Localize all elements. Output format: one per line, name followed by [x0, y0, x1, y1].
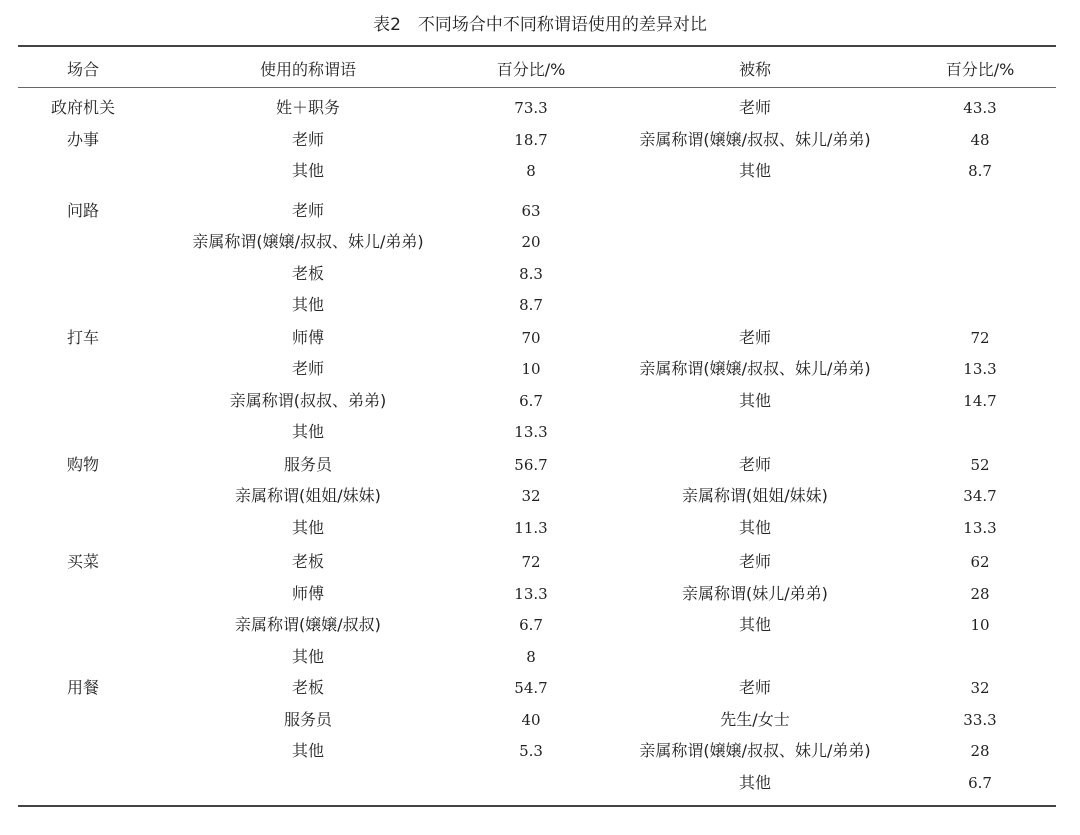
called-percent-cell: 8.7 — [968, 162, 992, 180]
scene-cell: 打车 — [66, 327, 99, 347]
percent-cell: 5.3 — [519, 742, 543, 760]
percent-cell: 63 — [521, 201, 541, 220]
percent-cell: 18.7 — [514, 130, 548, 149]
header-percent-called: 百分比/% — [945, 60, 1015, 79]
table-row — [0, 484, 1080, 516]
table-row — [0, 420, 1080, 452]
scene-cell: 购物 — [66, 454, 99, 474]
used-term-cell: 服务员 — [283, 454, 332, 474]
table-row — [0, 582, 1080, 614]
called-term-cell: 亲属称谓(嬢嬢/叔叔、妹儿/弟弟) — [639, 359, 871, 378]
table-row — [0, 453, 1080, 485]
used-term-cell: 其他 — [291, 161, 324, 180]
used-term-cell: 老板 — [291, 678, 324, 697]
used-term-cell: 老板 — [291, 263, 324, 283]
scene-cell: 用餐 — [66, 678, 99, 697]
used-term-cell: 老师 — [291, 129, 324, 149]
called-term-cell: 其他 — [738, 517, 771, 537]
table-row — [0, 293, 1080, 325]
top-rule — [18, 45, 1056, 47]
called-percent-cell: 43.3 — [963, 99, 997, 117]
called-term-cell: 老师 — [738, 98, 771, 117]
table-row — [0, 613, 1080, 645]
used-term-cell: 亲属称谓(嬢嬢/叔叔、妹儿/弟弟) — [192, 232, 424, 251]
called-percent-cell: 62 — [970, 553, 990, 571]
called-percent-cell: 48 — [970, 130, 990, 149]
table-row — [0, 708, 1080, 740]
table-row — [0, 262, 1080, 294]
header-called: 被称 — [738, 60, 771, 79]
table-group — [0, 199, 1080, 325]
called-term-cell: 亲属称谓(妹儿/弟弟) — [682, 583, 828, 603]
percent-cell: 6.7 — [519, 391, 543, 410]
table-row — [0, 230, 1080, 262]
header-scene: 场合 — [66, 60, 99, 79]
used-term-cell: 老师 — [291, 359, 324, 378]
used-term-cell: 师傅 — [291, 583, 324, 603]
table-row — [0, 159, 1080, 191]
percent-cell: 8.7 — [519, 296, 543, 314]
called-percent-cell: 6.7 — [968, 773, 992, 792]
table-header — [0, 57, 1080, 81]
called-percent-cell: 28 — [970, 584, 990, 603]
table-body — [0, 96, 1080, 802]
called-term-cell: 其他 — [738, 615, 771, 634]
table-row — [0, 389, 1080, 421]
table-row — [0, 739, 1080, 771]
used-term-cell: 其他 — [291, 646, 324, 666]
table-row — [0, 326, 1080, 358]
used-term-cell: 其他 — [291, 517, 324, 537]
table-row — [0, 645, 1080, 677]
percent-cell: 70 — [521, 328, 541, 347]
called-percent-cell: 72 — [970, 328, 990, 347]
called-term-cell: 其他 — [738, 390, 771, 410]
called-percent-cell: 13.3 — [963, 360, 997, 378]
percent-cell: 6.7 — [519, 616, 543, 634]
header-rule — [18, 87, 1056, 88]
table-title: 表2 不同场合中不同称谓语使用的差异对比 — [373, 15, 707, 35]
header-percent: 百分比/% — [496, 60, 566, 79]
scene-cell: 政府机关 — [50, 98, 115, 117]
table-row — [0, 357, 1080, 389]
percent-cell: 56.7 — [514, 455, 548, 474]
called-term-cell: 老师 — [738, 552, 771, 571]
called-percent-cell: 28 — [970, 742, 990, 760]
used-term-cell: 老板 — [291, 552, 324, 571]
called-term-cell: 亲属称谓(姐姐/妹妹) — [682, 486, 828, 505]
called-percent-cell: 32 — [970, 679, 990, 697]
used-term-cell: 其他 — [291, 422, 324, 441]
used-term-cell: 姓＋职务 — [275, 98, 340, 117]
percent-cell: 8 — [526, 647, 536, 666]
used-term-cell: 亲属称谓(姐姐/妹妹) — [235, 486, 381, 505]
percent-cell: 13.3 — [514, 423, 548, 441]
called-term-cell: 老师 — [738, 678, 771, 697]
used-term-cell: 师傅 — [291, 327, 324, 347]
scene-cell: 买菜 — [66, 552, 99, 571]
percent-cell: 54.7 — [514, 679, 548, 697]
used-term-cell: 其他 — [291, 295, 324, 314]
table-group — [0, 453, 1080, 548]
percent-cell: 40 — [521, 710, 541, 729]
percent-cell: 8 — [526, 162, 536, 180]
table-row — [0, 771, 1080, 803]
called-percent-cell: 14.7 — [963, 391, 997, 410]
percent-cell: 13.3 — [514, 584, 548, 603]
called-term-cell: 老师 — [738, 454, 771, 474]
header-used-term: 使用的称谓语 — [259, 60, 356, 79]
percent-cell: 73.3 — [514, 99, 548, 117]
table-row — [0, 516, 1080, 548]
table-row — [0, 199, 1080, 231]
called-percent-cell: 52 — [970, 455, 990, 474]
called-term-cell: 亲属称谓(嬢嬢/叔叔、妹儿/弟弟) — [639, 129, 871, 149]
called-term-cell: 老师 — [738, 327, 771, 347]
percent-cell: 11.3 — [514, 518, 548, 537]
percent-cell: 72 — [521, 553, 541, 571]
table-group — [0, 676, 1080, 802]
called-percent-cell: 13.3 — [963, 518, 997, 537]
table-row — [0, 550, 1080, 582]
percent-cell: 8.3 — [519, 264, 543, 283]
used-term-cell: 其他 — [291, 741, 324, 760]
called-percent-cell: 33.3 — [963, 710, 997, 729]
called-percent-cell: 34.7 — [963, 487, 997, 505]
called-term-cell: 其他 — [738, 772, 771, 792]
scene-cell: 问路 — [66, 200, 99, 220]
scene-cell: 办事 — [66, 129, 99, 149]
called-term-cell: 其他 — [738, 161, 771, 180]
table-row — [0, 96, 1080, 128]
used-term-cell: 亲属称谓(叔叔、弟弟) — [229, 390, 387, 410]
table-row — [0, 128, 1080, 160]
table-group — [0, 550, 1080, 676]
table-group — [0, 96, 1080, 191]
bottom-rule — [18, 805, 1056, 807]
table-row — [0, 676, 1080, 708]
used-term-cell: 亲属称谓(嬢嬢/叔叔) — [235, 615, 381, 634]
used-term-cell: 服务员 — [283, 709, 332, 729]
table-group — [0, 326, 1080, 452]
called-term-cell: 先生/女士 — [720, 709, 790, 729]
percent-cell: 20 — [521, 233, 541, 251]
called-term-cell: 亲属称谓(嬢嬢/叔叔、妹儿/弟弟) — [639, 741, 871, 760]
used-term-cell: 老师 — [291, 200, 324, 220]
percent-cell: 32 — [521, 487, 541, 505]
percent-cell: 10 — [521, 360, 541, 378]
called-percent-cell: 10 — [970, 616, 990, 634]
